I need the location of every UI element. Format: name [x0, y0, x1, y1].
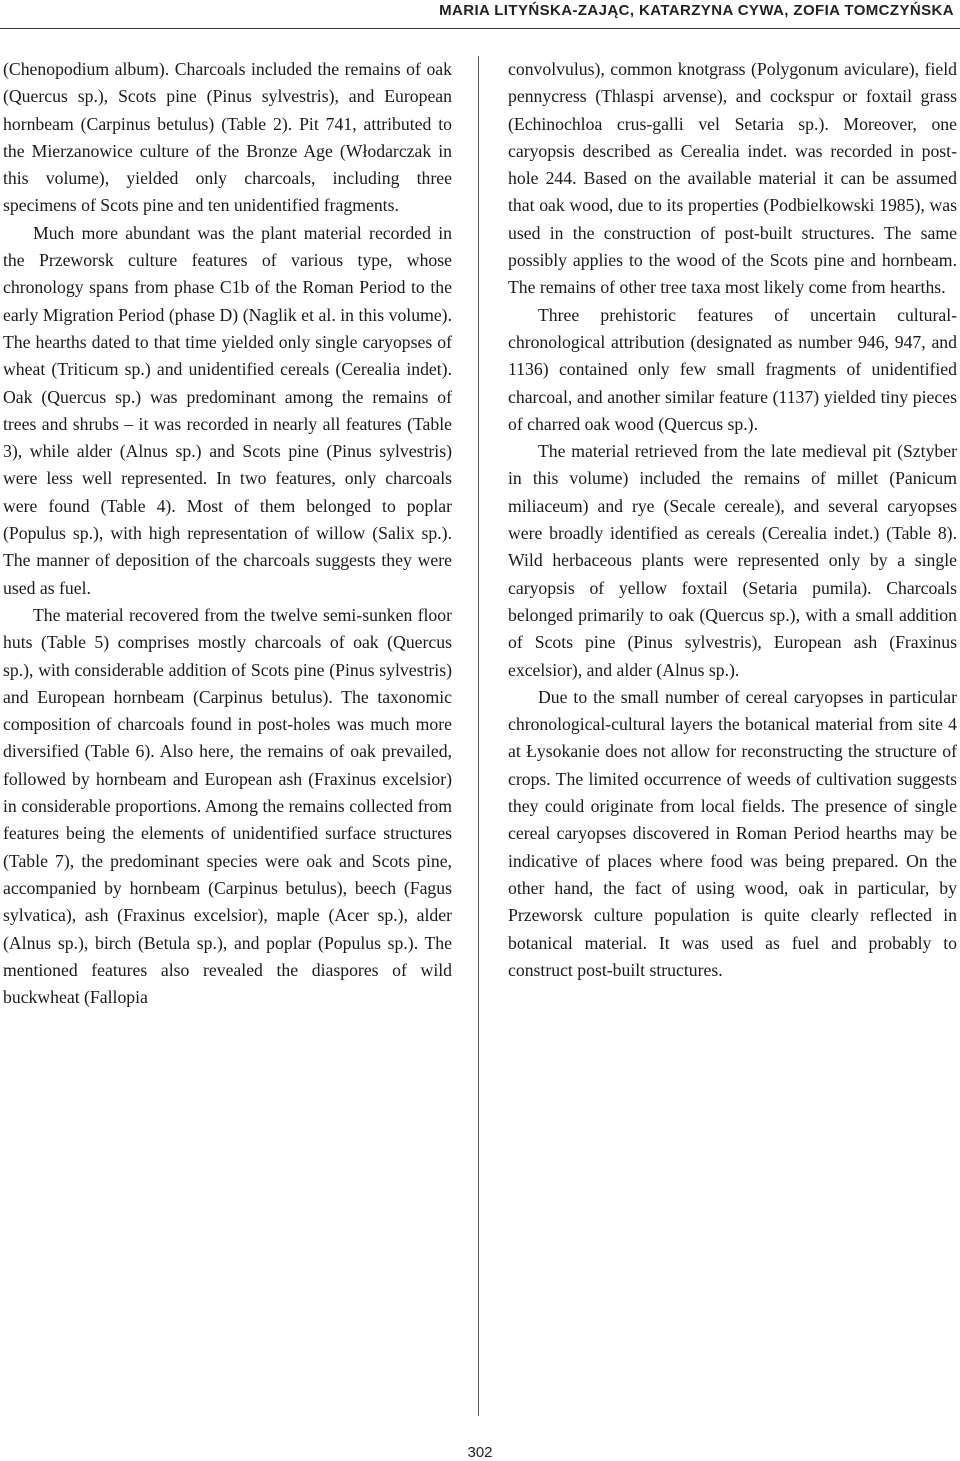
- paragraph-right-1: convolvulus), common knotgrass (Polygonum aviculare), field pennycress (Thlaspi arvense), and cockspur or foxtail grass (Echinochloa crus-galli vel Setaria sp.). Moreover, one caryopsis described as Cerealia indet. was recorded in post-hole 244. Based on the available material it can be assumed that oak wood, due to its properties (Podbielkowski 1985), was used in the construction of post-built structures. The same possibly applies to the wood of the Scots pine and hornbeam. The remains of other tree taxa most likely come from hearths.: [508, 59, 957, 298]
- right-column: [508, 56, 957, 984]
- column-divider: [478, 56, 479, 1416]
- paragraph-right-3: The material retrieved from the late medieval pit (Sztyber in this volume) included the remains of millet (Panicum miliaceum) and rye (Secale cereale), and several caryopses were broadly identified as cereals (Cerealia indet.) (Table 8). Wild herbaceous plants were represented only by a single caryopsis of yellow foxtail (Setaria pumila). Charcoals belonged primarily to oak (Quercus sp.), with a small addition of Scots pine (Pinus sylvestris), European ash (Fraxinus excelsior), and alder (Alnus sp.).: [508, 441, 957, 680]
- paragraph-left-3: The material recovered from the twelve semi-sunken floor huts (Table 5) comprises mostly charcoals of oak (Quercus sp.), with considerable addition of Scots pine (Pinus sylvestris) and European hornbeam (Carpinus betulus). The taxonomic composition of charcoals found in post-holes was much more diversified (Table 6). Also here, the remains of oak prevailed, followed by hornbeam and European ash (Fraxinus excelsior) in considerable proportions. Among the remains collected from features being the elements of unidentified surface structures (Table 7), the predominant species were oak and Scots pine, accompanied by hornbeam (Carpinus betulus), beech (Fagus sylvatica), ash (Fraxinus excelsior), maple (Acer sp.), alder (Alnus sp.), birch (Betula sp.), and poplar (Populus sp.). The mentioned features also revealed the diaspores of wild buckwheat (Fallopia: [3, 604, 452, 1008]
- paragraph-left-2: Much more abundant was the plant material recorded in the Przeworsk culture features of various type, whose chronology spans from phase C1b of the Roman Period to the early Migration Period (phase D) (Naglik et al. in this volume). The hearths dated to that time yielded only single caryopses of wheat (Triticum sp.) and unidentified cereals (Cerealia indet). Oak (Quercus sp.) was predominant among the remains of trees and shrubs – it was recorded in nearly all features (Table 3), while alder (Alnus sp.) and Scots pine (Pinus sylvestris) were less well represented. In two features, only charcoals were found (Table 4). Most of them belonged to poplar (Populus sp.), with high representation of willow (Salix sp.). The manner of deposition of the charcoals suggests they were used as fuel.: [3, 222, 452, 598]
- page-number: 302: [467, 1444, 493, 1461]
- left-column: [3, 56, 452, 1011]
- paragraph-left-1: (Chenopodium album). Charcoals included the remains of oak (Quercus sp.), Scots pine (Pinus sylvestris), and European hornbeam (Carpinus betulus) (Table 2). Pit 741, attributed to the Mierzanowice culture of the Bronze Age (Włodarczak in this volume), yielded only charcoals, including three specimens of Scots pine and ten unidentified fragments.: [3, 59, 452, 216]
- paragraph-right-4: Due to the small number of cereal caryopses in particular chronological-cultural layers the botanical material from site 4 at Łysokanie does not allow for reconstructing the structure of crops. The limited occurrence of weeds of cultivation suggests they could originate from local fields. The presence of single cereal caryopses discovered in Roman Period hearths may be indicative of places where food was being prepared. On the other hand, the fact of using wood, oak in particular, by Przeworsk culture population is quite clearly reflected in botanical material. It was used as fuel and probably to construct post-built structures.: [508, 686, 957, 980]
- running-header: MARIA LITYŃSKA-ZAJĄC, KATARZYNA CYWA, ZOFIA TOMCZYŃSKA: [439, 2, 954, 19]
- paragraph-right-2: Three prehistoric features of uncertain cultural-chronological attribution (designated as number 946, 947, and 1136) contained only few small fragments of unidentified charcoal, and another similar feature (1137) yielded tiny pieces of charred oak wood (Quercus sp.).: [508, 304, 957, 434]
- header-rule: [0, 28, 960, 29]
